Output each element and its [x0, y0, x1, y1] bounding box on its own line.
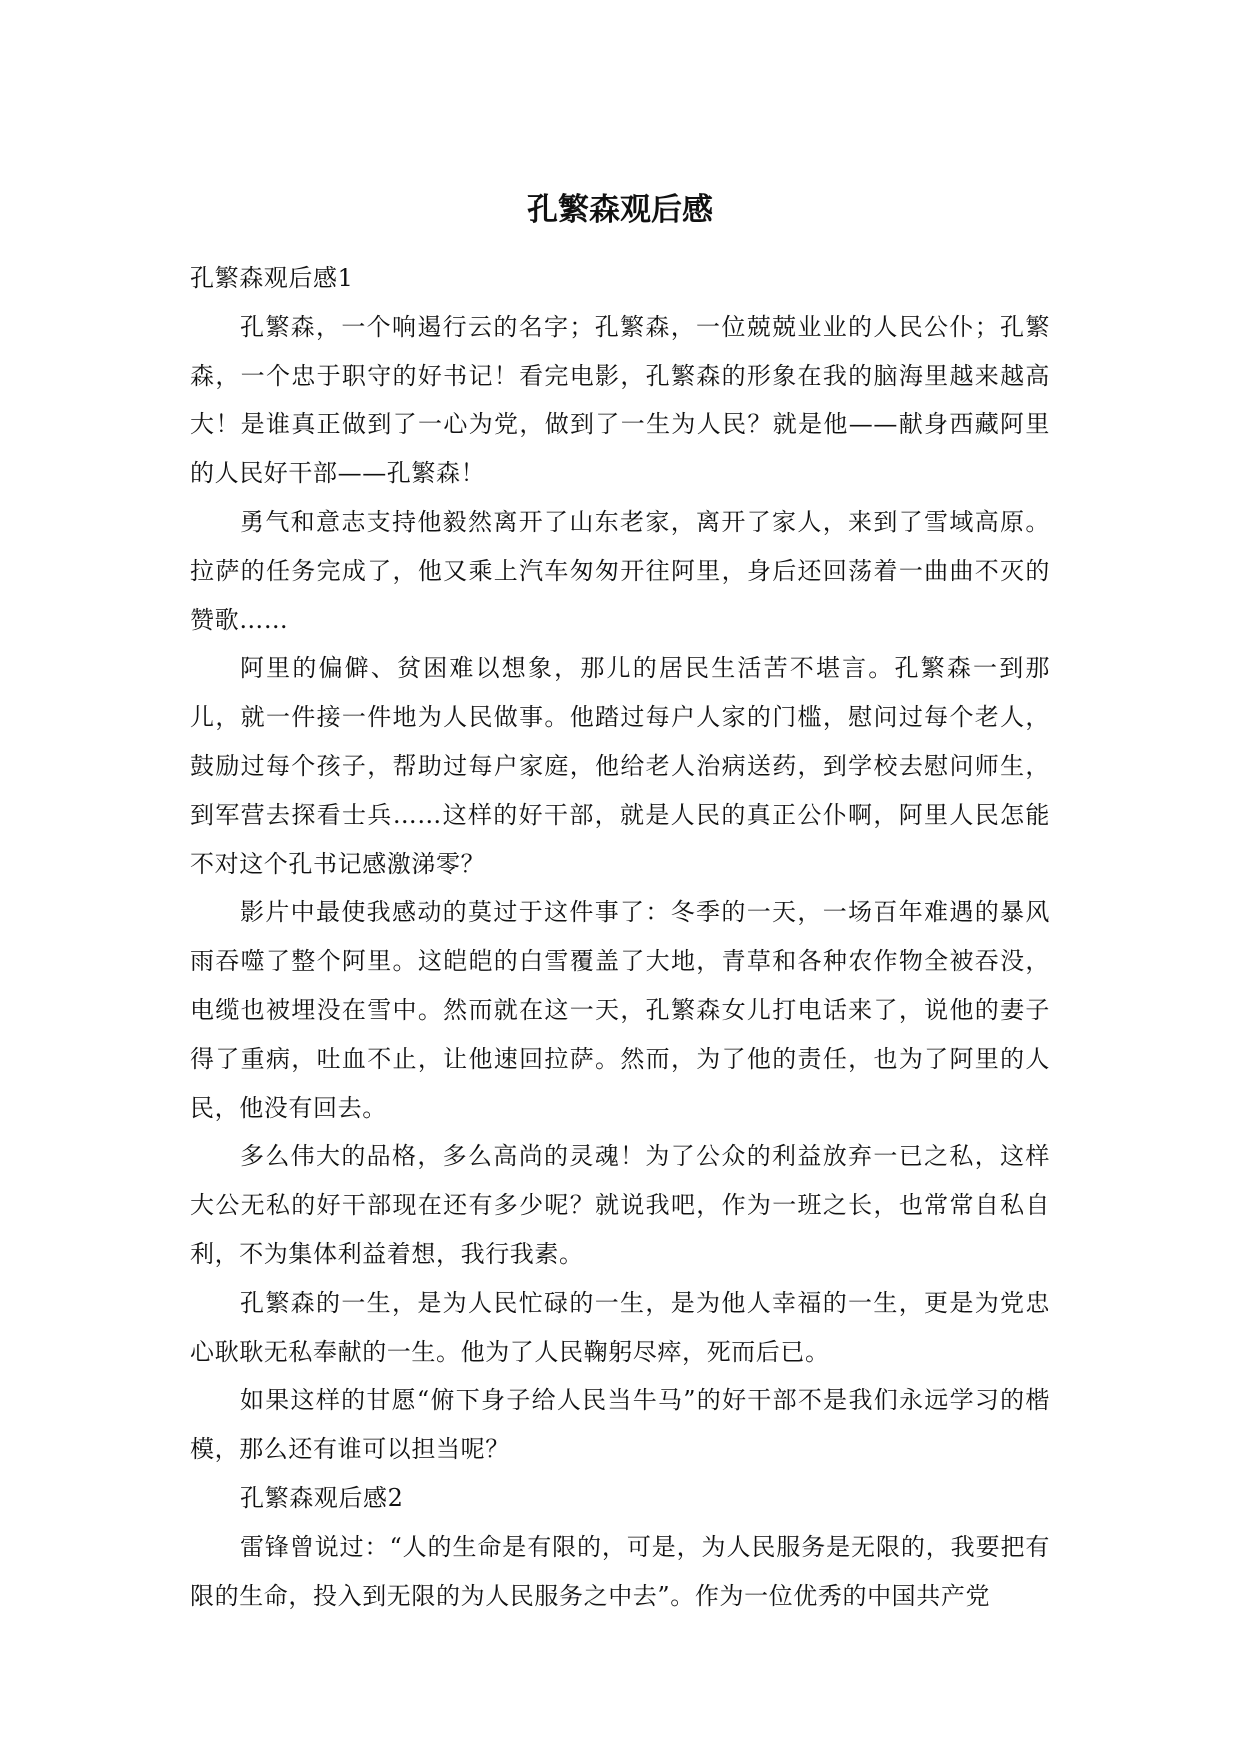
paragraph: 孔繁森，一个响遏行云的名字；孔繁森，一位兢兢业业的人民公仆；孔繁森，一个忠于职守的好书记！看完电影，孔繁森的形象在我的脑海里越来越高大！是谁真正做到了一心为党，做到了一生为人民？就是他——献身西藏阿里的人民好干部——孔繁森！ — [190, 312, 1050, 488]
section-heading-2: 孔繁森观后感2 — [240, 1483, 404, 1512]
paragraph: 多么伟大的品格，多么高尚的灵魂！为了公众的利益放弃一已之私，这样大公无私的好干部现在还有多少呢？就说我吧，作为一班之长，也常常自私自利，不为集体利益着想，我行我素。 — [190, 1142, 1050, 1268]
document-body — [190, 254, 1050, 1620]
paragraph: 雷锋曾说过：“人的生命是有限的，可是，为人民服务是无限的，我要把有限的生命，投入到无限的为人民服务之中去”。作为一位优秀的中国共产党 — [190, 1532, 1050, 1610]
paragraph: 如果这样的甘愿“俯下身子给人民当牛马”的好干部不是我们永远学习的楷模，那么还有谁可以担当呢？ — [190, 1386, 1050, 1464]
paragraph: 孔繁森的一生，是为人民忙碌的一生，是为他人幸福的一生，更是为党忠心耿耿无私奉献的一生。他为了人民鞠躬尽瘁，死而后已。 — [190, 1288, 1050, 1366]
document-title: 孔繁森观后感 — [527, 192, 713, 228]
paragraph: 阿里的偏僻、贫困难以想象，那儿的居民生活苦不堪言。孔繁森一到那儿，就一件接一件地为人民做事。他踏过每户人家的门槛，慰问过每个老人，鼓励过每个孩子，帮助过每户家庭，他给老人治病送药，到学校去慰问师生，到军营去探看士兵……这样的好干部，就是人民的真正公仆啊，阿里人民怎能不对这个孔书记感激涕零？ — [190, 654, 1050, 878]
paragraph: 勇气和意志支持他毅然离开了山东老家，离开了家人，来到了雪域高原。拉萨的任务完成了，他又乘上汽车匆匆开往阿里，身后还回荡着一曲曲不灭的赞歌…… — [190, 507, 1050, 634]
paragraph: 影片中最使我感动的莫过于这件事了：冬季的一天，一场百年难遇的暴风雨吞噬了整个阿里。这皑皑的白雪覆盖了大地，青草和各种农作物全被吞没，电缆也被埋没在雪中。然而就在这一天，孔繁森女儿打电话来了，说他的妻子得了重病，吐血不止，让他速回拉萨。然而，为了他的责任，也为了阿里的人民，他没有回去。 — [190, 898, 1050, 1122]
section-heading-1: 孔繁森观后感1 — [190, 264, 354, 292]
document-page — [190, 0, 1050, 1754]
